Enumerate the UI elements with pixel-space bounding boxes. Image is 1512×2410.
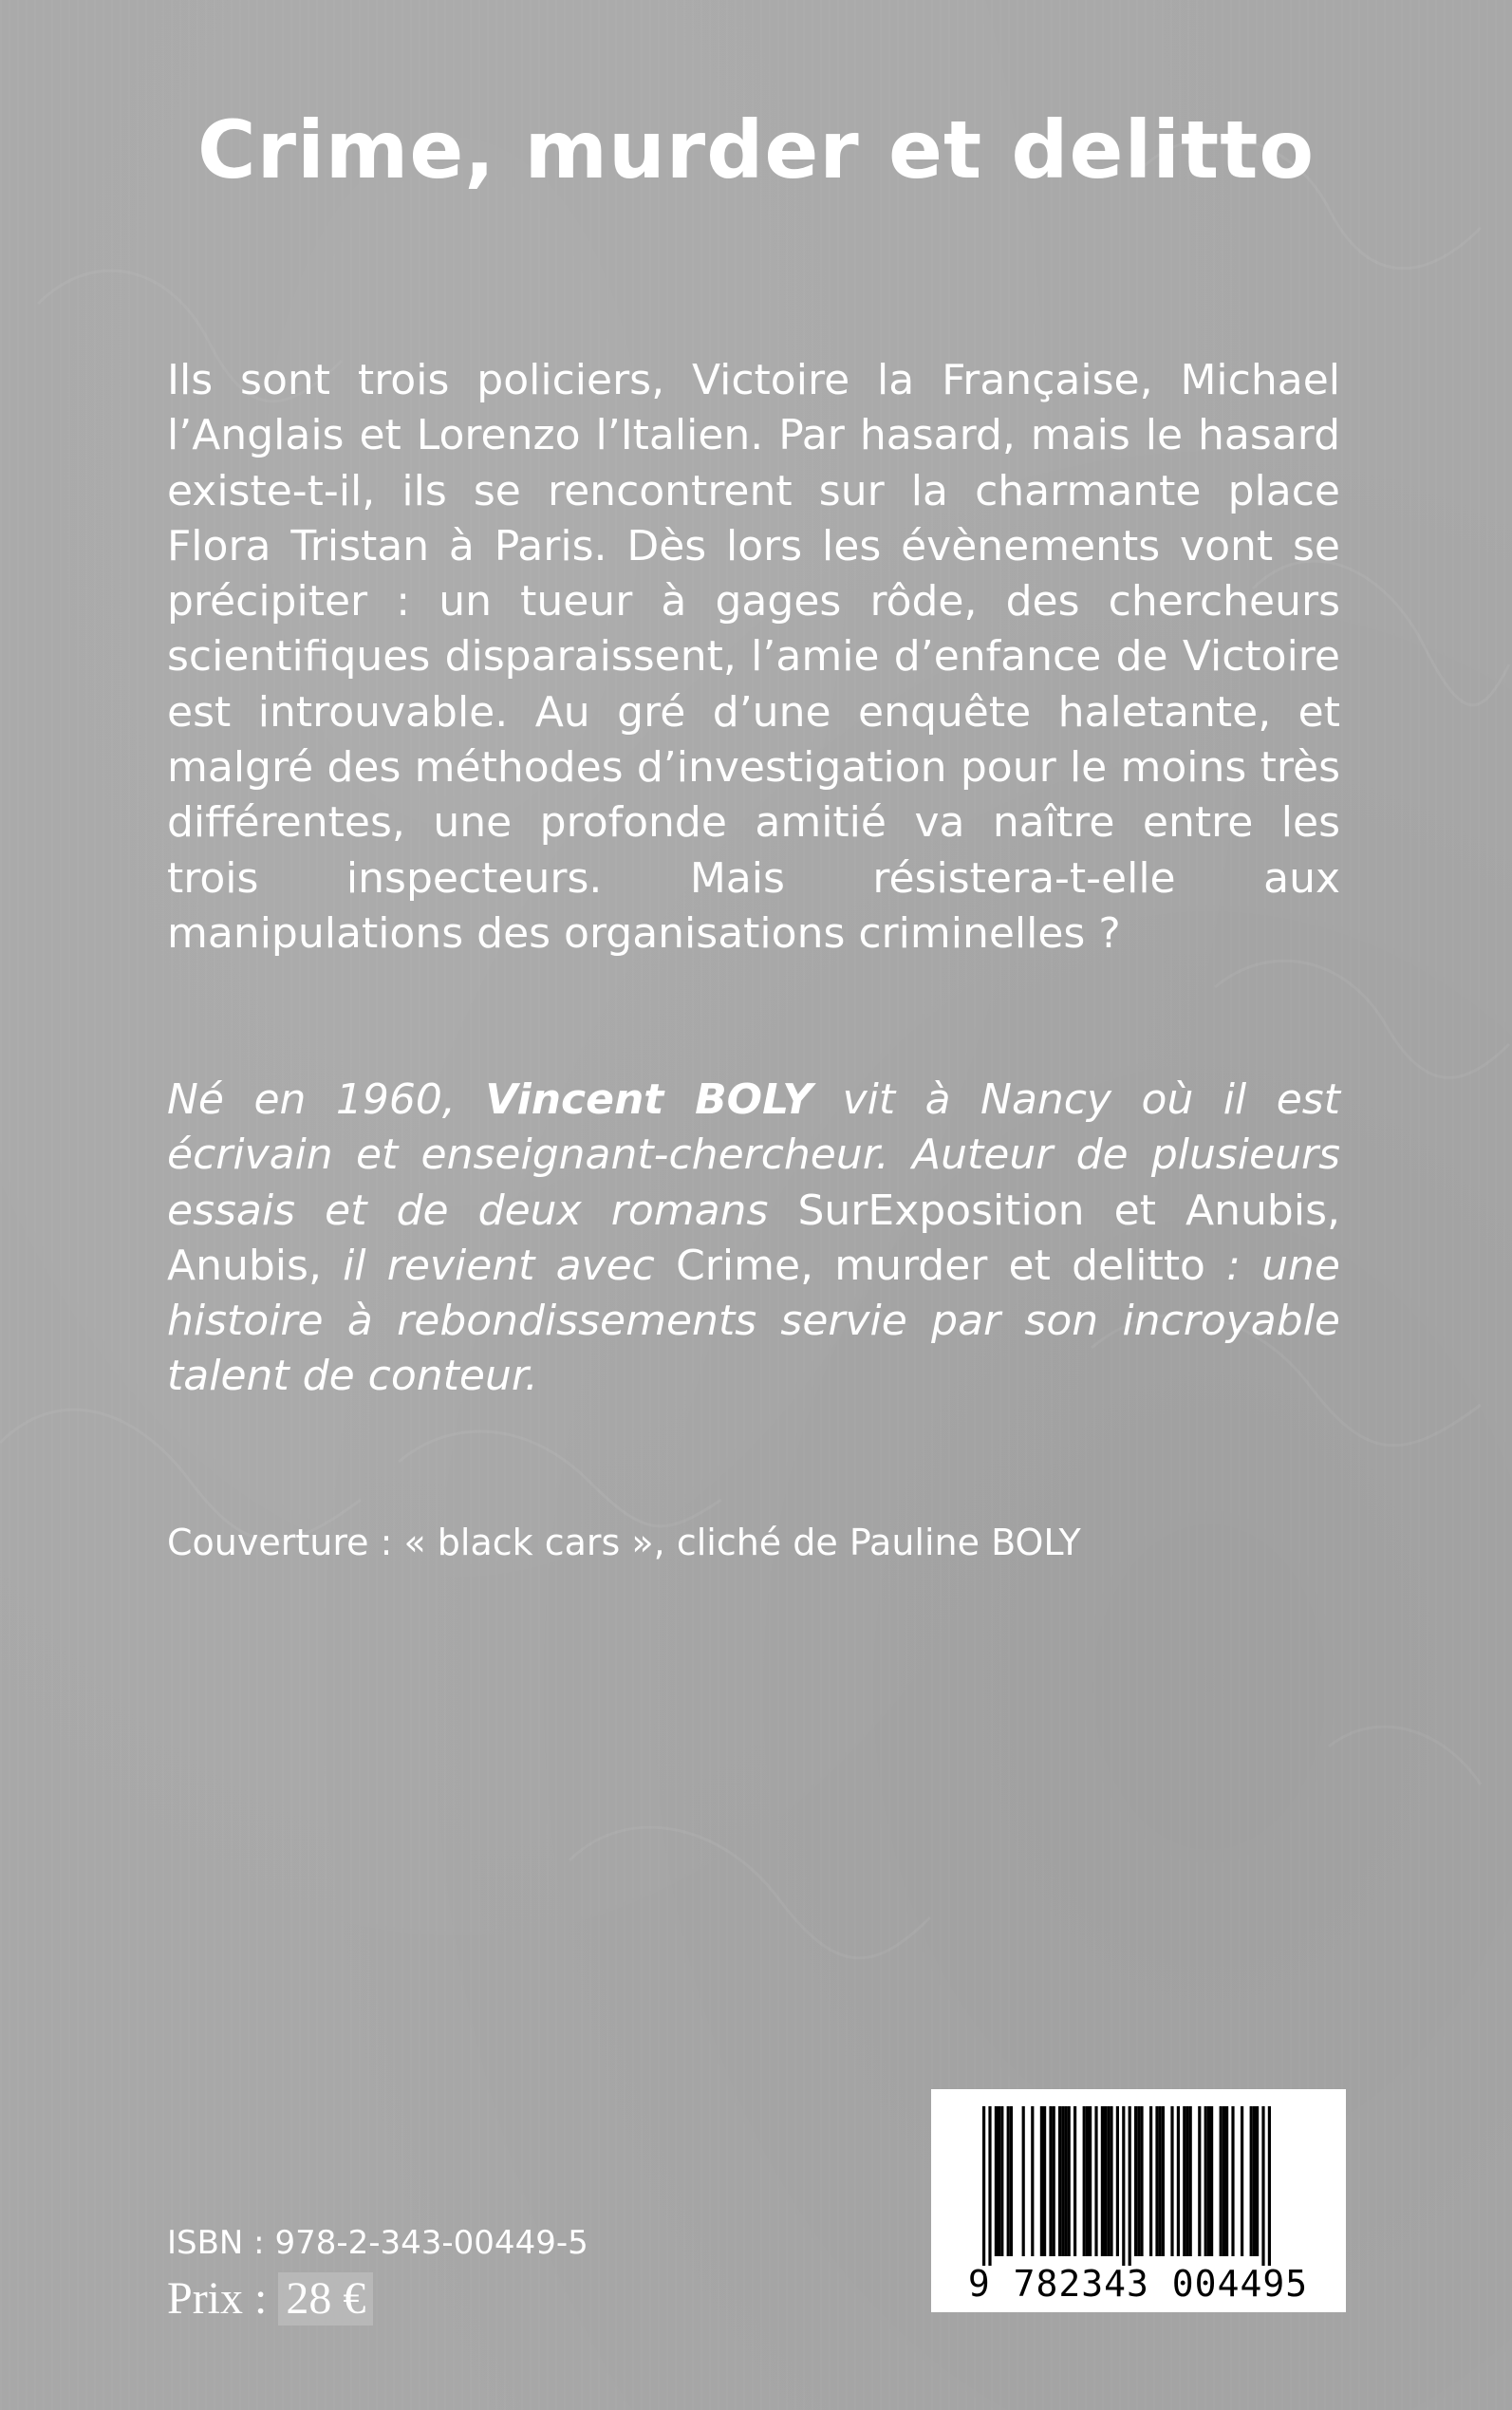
barcode-bar (1225, 2106, 1228, 2256)
barcode-graphic (931, 2089, 1346, 2312)
barcode-bar (988, 2106, 991, 2266)
bio-text-part4: : une histoire à rebondissements servie par son incroyable talent de conteur. (167, 1241, 1341, 1401)
barcode-bar (1089, 2106, 1092, 2256)
barcode-bar (1116, 2106, 1119, 2256)
barcode-bar (998, 2106, 1000, 2256)
barcode-bar (1250, 2106, 1253, 2256)
barcode-bar (1223, 2106, 1225, 2256)
barcode-bar (1061, 2106, 1064, 2256)
bio-text-part3: il revient avec (321, 1241, 677, 1290)
barcode-bar (1140, 2106, 1143, 2256)
barcode-bar (1107, 2106, 1110, 2256)
barcode-bar (1000, 2106, 1003, 2256)
barcode-bar (1149, 2106, 1152, 2256)
barcode-bar (1183, 2106, 1185, 2256)
bio-book-title: Crime, murder et delitto (676, 1241, 1205, 1290)
barcode-bar (1007, 2106, 1010, 2256)
barcode-bars (982, 2106, 1271, 2266)
barcode-bar (1053, 2106, 1055, 2256)
cover-credit: Couverture : « black cars », cliché de Pauline BOLY (167, 1522, 1081, 1563)
barcode-bar (1189, 2106, 1192, 2256)
barcode-bar (982, 2106, 985, 2266)
barcode-bar (1268, 2106, 1271, 2266)
author-bio-paragraph (167, 1073, 1340, 1405)
barcode-bar (1256, 2106, 1259, 2256)
book-title: Crime, murder et delitto (196, 103, 1316, 196)
barcode-bar (1040, 2106, 1043, 2256)
barcode-bar (1129, 2106, 1131, 2266)
price-value: 28 € (278, 2272, 373, 2326)
barcode-bar (1220, 2106, 1223, 2256)
bio-text-part2: vit à Nancy où il est écrivain et enseignant-chercheur. Auteur de plusieurs essais et de deux romans (167, 1075, 1340, 1235)
barcode-bar (1155, 2106, 1158, 2256)
isbn-number: ISBN : 978-2-343-00449-5 (167, 2224, 588, 2262)
barcode (931, 2089, 1346, 2312)
barcode-bar (1031, 2106, 1034, 2256)
barcode-bar (1261, 2106, 1264, 2266)
barcode-bar (1101, 2106, 1104, 2256)
barcode-bar (1043, 2106, 1046, 2256)
barcode-bar (1073, 2106, 1076, 2256)
barcode-bar (1137, 2106, 1140, 2256)
price-label: Prix : (167, 2273, 268, 2324)
barcode-bar (1185, 2106, 1188, 2256)
barcode-bar (1068, 2106, 1071, 2256)
barcode-bar (1241, 2106, 1243, 2256)
barcode-bar (1010, 2106, 1013, 2256)
barcode-bar (1207, 2106, 1210, 2256)
barcode-digits: 9 782343 004495 (967, 2263, 1309, 2305)
barcode-bar (1204, 2106, 1207, 2256)
barcode-bar (1134, 2106, 1137, 2256)
barcode-bar (1210, 2106, 1213, 2256)
barcode-bar (1231, 2106, 1234, 2256)
barcode-bar (1086, 2106, 1089, 2256)
bio-work-titles: SurExposition et Anubis, Anubis, (167, 1186, 1340, 1290)
barcode-bar (995, 2106, 998, 2256)
barcode-bar (1083, 2106, 1086, 2256)
synopsis-paragraph: Ils sont trois policiers, Victoire la Française, Michael l’Anglais et Lorenzo l’Italien. Par hasard, mais le hasard existe-t-il, ils se rencontrent sur la charmante place Flora Tristan à Paris. Dès lors les évènements vont se précipiter : un tueur à gages rôde, des chercheurs scientifiques disparaissent, l’amie d’enfance de Victoire est introuvable. Au gré d’une enquête haletante, et malgré des méthodes d’investigation pour le moins très différentes, une profonde amitié va naître entre les trois inspecteurs. Mais résistera-t-elle aux manipulations des organisations criminelles ? (167, 356, 1340, 958)
barcode-bar (1110, 2106, 1112, 2256)
barcode-bar (1022, 2106, 1025, 2256)
barcode-bar (1094, 2106, 1097, 2256)
barcode-bar (1049, 2106, 1052, 2256)
barcode-bar (1253, 2106, 1256, 2256)
barcode-bar (1064, 2106, 1067, 2256)
barcode-bar (1159, 2106, 1162, 2256)
barcode-bar (1177, 2106, 1180, 2256)
barcode-bar (1104, 2106, 1107, 2256)
bio-text-part1: Né en 1960, (167, 1075, 486, 1124)
barcode-bar (1170, 2106, 1173, 2256)
author-name: Vincent BOLY (485, 1075, 813, 1124)
barcode-bar (1058, 2106, 1061, 2256)
barcode-bar (1162, 2106, 1165, 2256)
barcode-bar (1122, 2106, 1125, 2266)
barcode-bar (1198, 2106, 1201, 2256)
price-row (167, 2272, 373, 2326)
